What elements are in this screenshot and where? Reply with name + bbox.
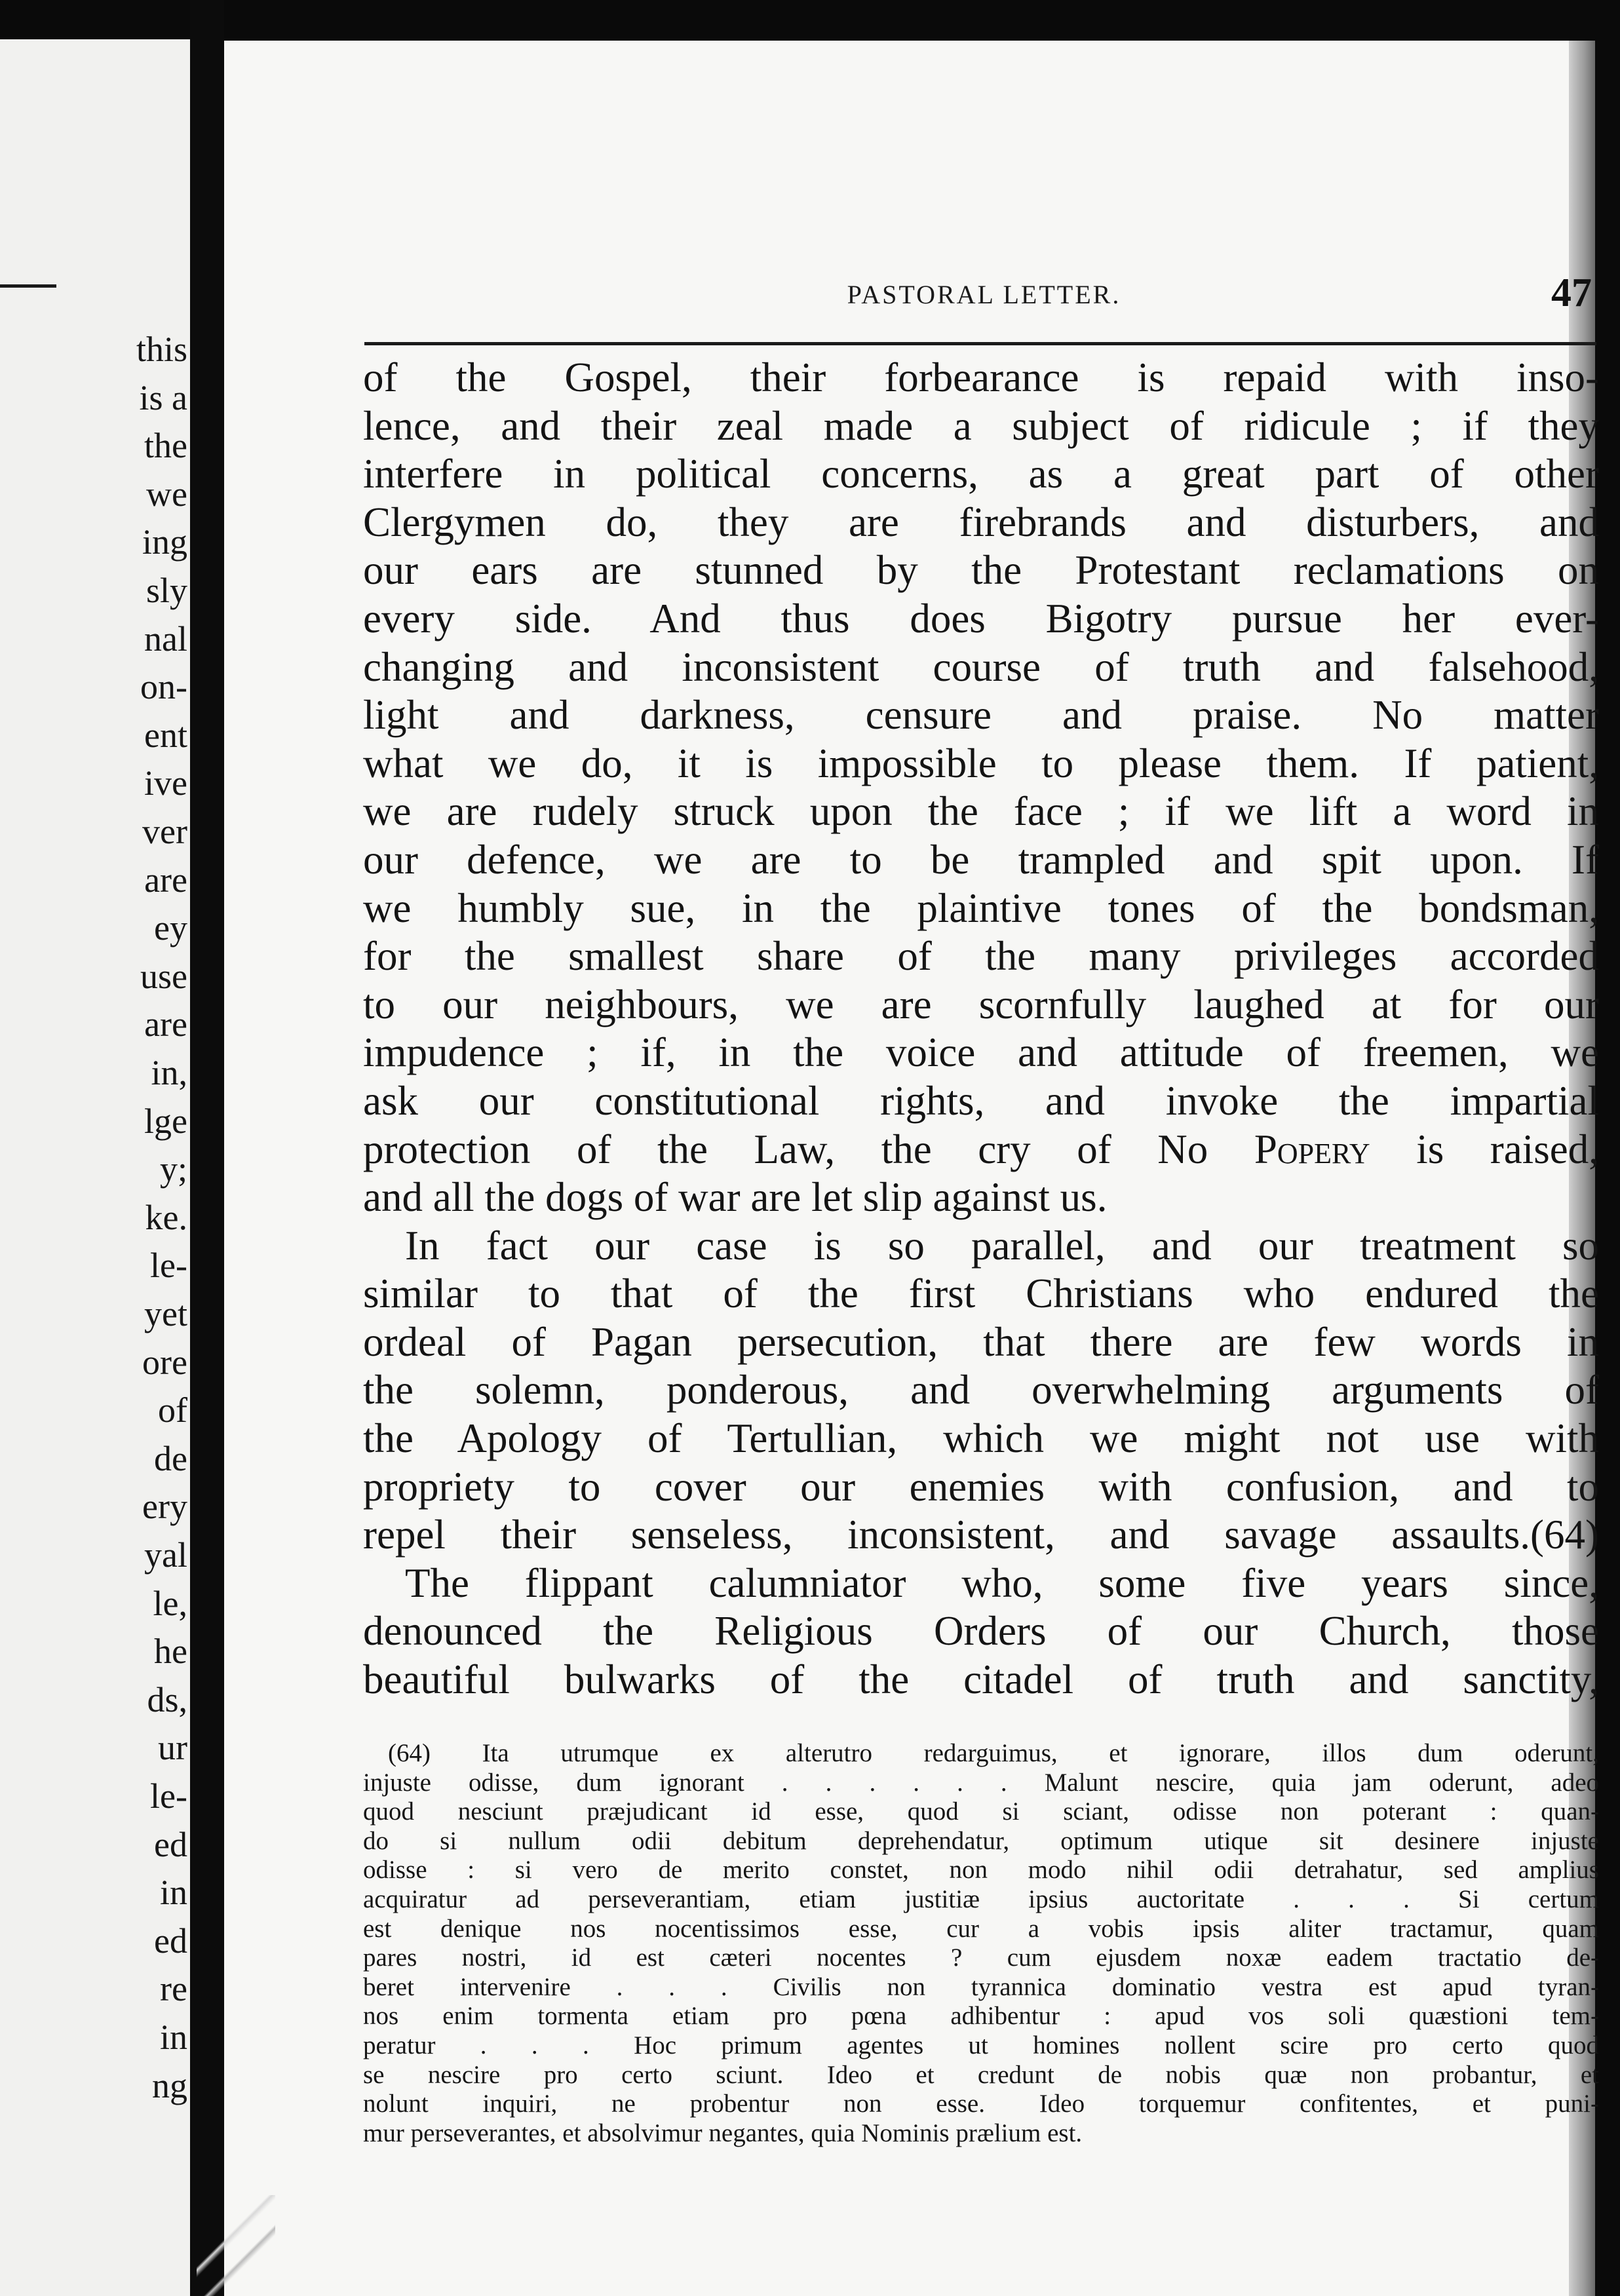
body-line: ask our constitutional rights, and invoke the impartial xyxy=(363,1077,1599,1124)
left-page-fragment-text: ed xyxy=(154,1824,187,1864)
left-page-fragment-text: ke. xyxy=(145,1197,187,1237)
footnote-line: nos enim tormenta etiam pro pœna adhibentur : apud vos soli quæstioni tem- xyxy=(363,2002,1599,2031)
left-page-fragment-text: this xyxy=(136,330,187,369)
body-line: similar to that of the first Christians who endured the xyxy=(363,1271,1599,1317)
left-page-fragment-text: re xyxy=(160,1969,187,2009)
body-line: interfere in political concerns, as a great part of other xyxy=(363,451,1599,497)
left-page-fragment-text: de xyxy=(154,1438,187,1478)
body-line: the solemn, ponderous, and overwhelming arguments of xyxy=(363,1367,1599,1413)
body-line: light and darkness, censure and praise. No matter xyxy=(363,692,1599,738)
body-line: what we do, it is impossible to please them. If patient, xyxy=(363,740,1599,786)
footnote-line: acquiratur ad perseverantiam, etiam justitiæ ipsius auctoritate . . . Si certum xyxy=(363,1885,1599,1913)
body-line-popery xyxy=(363,1126,1599,1174)
body-line: Clergymen do, they are firebrands and disturbers, and xyxy=(363,499,1599,545)
paragraph-start: In fact our case is so parallel, and our treatment so xyxy=(405,1222,1599,1269)
body-line: and all the dogs of war are let slip against us. xyxy=(363,1174,1108,1221)
footnote-line: est denique nos nocentissimos esse, cur a vobis ipsis aliter tractamur, quam xyxy=(363,1914,1599,1943)
left-page-fragment-text: sly xyxy=(145,571,187,610)
header-rule xyxy=(364,342,1596,345)
left-page-fragment-text: are xyxy=(144,860,187,900)
left-page-fragment-text: he xyxy=(154,1632,187,1672)
body-line: of the Gospel, their forbearance is repaid with inso- xyxy=(363,354,1599,400)
body-text xyxy=(363,354,1599,1704)
left-page-fragment-text: of xyxy=(158,1390,187,1430)
footnote-line: pares nostri, id est cæteri nocentes ? cum ejusdem noxæ eadem tractatio de- xyxy=(363,1943,1599,1972)
body-line: repel their senseless, inconsistent, and savage assaults.(64) xyxy=(363,1512,1599,1558)
left-page-fragment-text: in, xyxy=(151,1053,187,1092)
left-page-fragment-text: ey xyxy=(154,908,187,948)
footnote-line: do si nullum odii debitum deprehendatur, optimum utique sit desinere injuste xyxy=(363,1826,1599,1855)
page-header xyxy=(376,221,1592,315)
body-line: our ears are stunned by the Protestant reclamations on xyxy=(363,547,1599,594)
left-page-fragment-text: ing xyxy=(142,522,187,562)
body-line: propriety to cover our enemies with confusion, and to xyxy=(363,1463,1599,1510)
left-page-fragment-text: ent xyxy=(144,715,187,755)
running-head: PASTORAL LETTER. xyxy=(847,280,1121,309)
right-page xyxy=(224,41,1599,2296)
footnote-line: odisse : si vero de merito constet, non modo nihil odii detrahatur, sed amplius xyxy=(363,1856,1599,1885)
paragraph-start: The flippant calumniator who, some five years since, xyxy=(405,1559,1599,1606)
body-line: to our neighbours, we are scornfully laughed at for our xyxy=(363,981,1599,1027)
body-line: changing and inconsistent course of truth and falsehood, xyxy=(363,643,1599,690)
body-line: our defence, we are to be trampled and spit upon. If xyxy=(363,836,1599,883)
left-page-fragment-text: yal xyxy=(144,1535,187,1575)
left-page-fragment-text: use xyxy=(140,956,187,996)
line-text: protection of the Law, the cry of No xyxy=(363,1126,1254,1172)
footnote xyxy=(363,1739,1599,2148)
left-page-fragment-text: le- xyxy=(150,1246,187,1286)
left-page-fragment-text: ng xyxy=(152,2065,187,2105)
left-page-fragment-text: in xyxy=(159,2018,187,2057)
left-page-fragment-text: nal xyxy=(144,619,187,659)
left-page-fragment-text: the xyxy=(144,426,187,466)
body-line: the Apology of Tertullian, which we might not use with xyxy=(363,1415,1599,1462)
left-page-fragment-text: ed xyxy=(154,1921,187,1961)
small-caps-popery: Popery xyxy=(1254,1126,1370,1172)
left-page-fragment-text: ur xyxy=(158,1728,187,1768)
left-page-fragment-text: ver xyxy=(142,812,187,851)
left-page-fragment-text: le- xyxy=(150,1776,187,1816)
body-line: beautiful bulwarks of the citadel of truth and sanctity, xyxy=(363,1656,1599,1703)
left-page-fragment-text: le, xyxy=(153,1583,187,1623)
body-line: every side. And thus does Bigotry pursue her ever- xyxy=(363,595,1599,641)
page-number: 47 xyxy=(1551,271,1592,315)
left-page-fragment-text: lge xyxy=(144,1101,187,1141)
footnote-line: mur perseverantes, et absolvimur negantes, quia Nominis prælium est. xyxy=(363,2118,1083,2147)
body-line: denounced the Religious Orders of our Church, those xyxy=(363,1608,1599,1655)
left-page-fragment-text: on- xyxy=(140,667,187,707)
body-line: ordeal of Pagan persecution, that there are few words in xyxy=(363,1318,1599,1365)
line-text: is raised, xyxy=(1370,1126,1599,1172)
left-page-rule xyxy=(0,284,56,288)
footnote-line: peratur . . . Hoc primum agentes ut homines nollent scire pro certo quod xyxy=(363,2031,1599,2059)
left-page-fragment-text: ery xyxy=(142,1487,187,1527)
footnote-line: nolunt inquiri, ne probentur non esse. Ideo torquemur confitentes, et puni- xyxy=(363,2090,1599,2118)
body-line: for the smallest share of the many privileges accorded xyxy=(363,933,1599,980)
book-gutter xyxy=(190,0,224,2296)
left-page-fragment xyxy=(0,39,190,2296)
body-line: lence, and their zeal made a subject of ridicule ; if they xyxy=(363,402,1599,449)
footnote-line: quod nesciunt præjudicant id esse, quod si sciant, odisse non poterant : quan- xyxy=(363,1797,1599,1826)
left-page-fragment-text: are xyxy=(144,1004,187,1044)
binding-thread xyxy=(197,2195,275,2296)
footnote-line: beret intervenire . . . Civilis non tyrannica dominatio vestra est apud tyran- xyxy=(363,1972,1599,2001)
body-line: impudence ; if, in the voice and attitude of freemen, we xyxy=(363,1029,1599,1076)
body-line: we humbly sue, in the plaintive tones of the bondsman, xyxy=(363,885,1599,931)
footnote-line: se nescire pro certo sciunt. Ideo et credunt de nobis quæ non probantur, et xyxy=(363,2060,1599,2089)
left-page-fragment-text: yet xyxy=(144,1294,187,1333)
left-page-fragment-text: ive xyxy=(144,763,187,803)
footnote-line: (64) Ita utrumque ex alterutro redarguimus, et ignorare, illos dum oderunt, xyxy=(388,1739,1599,1767)
left-page-fragment-text: we xyxy=(146,474,187,514)
left-page-fragment-text: is a xyxy=(139,377,187,417)
footnote-line: injuste odisse, dum ignorant . . . . . . Malunt nescire, quia jam oderunt, adeo xyxy=(363,1768,1599,1797)
body-line: we are rudely struck upon the face ; if we lift a word in xyxy=(363,788,1599,835)
left-page-fragment-text: y; xyxy=(159,1149,187,1189)
left-page-fragment-text: ore xyxy=(142,1342,187,1382)
left-page-fragment-text: ds, xyxy=(147,1679,187,1719)
left-page-fragment-text: in xyxy=(159,1873,187,1913)
